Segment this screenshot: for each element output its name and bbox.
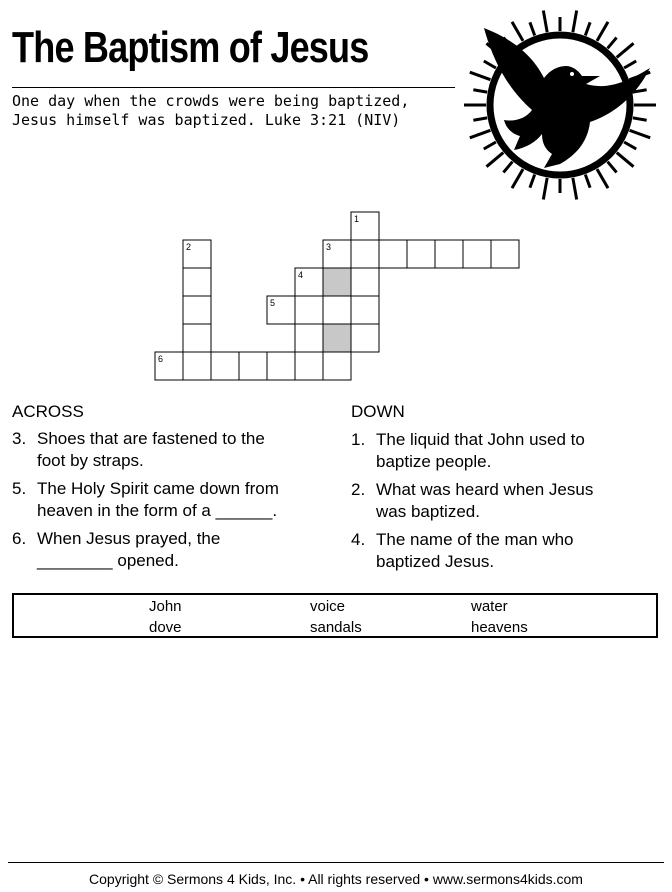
across-clue-3	[12, 428, 332, 472]
crossword-cell	[379, 240, 407, 268]
crossword-cell	[183, 296, 211, 324]
crossword-number: 6	[158, 354, 164, 364]
clue-text: What was heard when Jesus was baptized.	[376, 480, 594, 521]
clue-text: When Jesus prayed, the ________ opened.	[37, 529, 221, 570]
crossword-cell	[435, 240, 463, 268]
down-clues	[351, 429, 661, 579]
crossword-cell	[211, 352, 239, 380]
crossword-cell	[183, 324, 211, 352]
crossword-number: 3	[326, 242, 332, 252]
clue-number: 4.	[351, 530, 366, 549]
clue-number: 2.	[351, 480, 366, 499]
clue-number: 6.	[12, 529, 27, 548]
across-clue-6	[12, 528, 332, 572]
crossword-cell	[295, 324, 323, 352]
crossword-cell	[323, 352, 351, 380]
word-bank-word: dove	[149, 619, 182, 636]
clue-text: The Holy Spirit came down from heaven in the form of a ______.	[37, 479, 279, 520]
down-clue-2	[351, 479, 661, 523]
crossword-cell	[407, 240, 435, 268]
page-title: The Baptism of Jesus	[12, 23, 369, 72]
across-heading: ACROSS	[12, 402, 84, 421]
word-bank	[12, 593, 658, 638]
footer-rule	[8, 862, 664, 863]
word-bank-word: sandals	[310, 619, 362, 636]
clue-text: Shoes that are fastened to the foot by straps.	[37, 429, 265, 470]
crossword-cell	[463, 240, 491, 268]
copyright-footer: Copyright © Sermons 4 Kids, Inc. • All rights reserved • www.sermons4kids.com	[89, 871, 583, 887]
clue-text: The liquid that John used to baptize people.	[376, 430, 585, 471]
crossword-number: 4	[298, 270, 304, 280]
crossword-cell	[183, 352, 211, 380]
clue-number: 1.	[351, 430, 366, 449]
across-clue-5	[12, 478, 332, 522]
crossword-cell	[351, 296, 379, 324]
crossword-cell	[323, 296, 351, 324]
down-heading: DOWN	[351, 402, 405, 421]
crossword-cell	[183, 268, 211, 296]
crossword-cell	[351, 324, 379, 352]
crossword-cell	[351, 268, 379, 296]
crossword-cell	[267, 352, 295, 380]
crossword-number: 5	[270, 298, 276, 308]
verse-line-1: One day when the crowds were being baptized,	[12, 92, 410, 110]
across-clues	[12, 428, 332, 578]
crossword-cell	[323, 268, 351, 296]
down-clue-4	[351, 529, 661, 573]
word-bank-word: John	[149, 598, 182, 615]
crossword-cell	[295, 352, 323, 380]
clue-text: The name of the man who baptized Jesus.	[376, 530, 574, 571]
crossword-cell	[351, 240, 379, 268]
crossword-cell	[491, 240, 519, 268]
crossword-cell	[239, 352, 267, 380]
clue-number: 3.	[12, 429, 27, 448]
verse-line-2: Jesus himself was baptized. Luke 3:21 (NIV)	[12, 111, 401, 129]
crossword-cell	[323, 324, 351, 352]
crossword-cell	[295, 296, 323, 324]
clue-number: 5.	[12, 479, 27, 498]
crossword-grid	[0, 0, 672, 400]
down-clue-1	[351, 429, 661, 473]
word-bank-word: water	[471, 598, 508, 615]
crossword-number: 1	[354, 214, 360, 224]
word-bank-word: heavens	[471, 619, 528, 636]
word-bank-word: voice	[310, 598, 346, 615]
crossword-number: 2	[186, 242, 192, 252]
